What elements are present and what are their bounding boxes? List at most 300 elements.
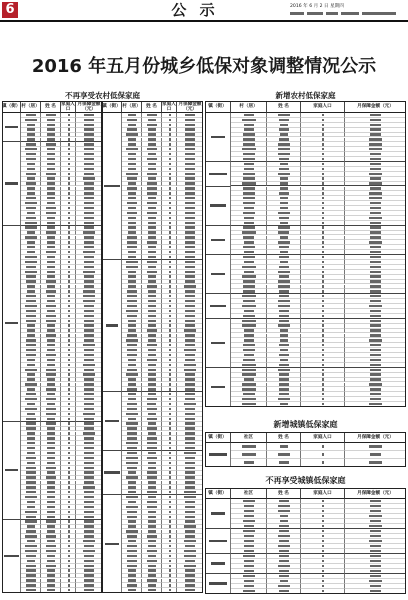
- illegible-text: [68, 589, 70, 591]
- illegible-text: [47, 486, 56, 488]
- illegible-text: [128, 153, 137, 155]
- household-size-cell: [162, 588, 177, 593]
- illegible-text: [128, 285, 137, 287]
- illegible-text: [68, 369, 70, 371]
- illegible-text: [47, 266, 55, 268]
- illegible-text: [322, 520, 324, 522]
- illegible-text: [148, 486, 156, 488]
- illegible-text: [185, 246, 195, 248]
- illegible-text: [322, 349, 324, 351]
- illegible-text: [47, 364, 55, 366]
- illegible-text: [128, 275, 135, 277]
- illegible-text: [185, 324, 195, 326]
- illegible-text: [322, 177, 324, 179]
- illegible-text: [322, 525, 324, 527]
- illegible-text: [211, 136, 225, 138]
- illegible-text: [322, 187, 324, 189]
- illegible-text: [322, 217, 324, 219]
- illegible-text: [169, 540, 171, 542]
- illegible-text: [185, 231, 195, 233]
- illegible-text: [185, 168, 195, 170]
- illegible-text: [243, 300, 254, 302]
- illegible-text: [47, 540, 55, 542]
- illegible-text: [370, 212, 381, 214]
- illegible-text: [322, 168, 324, 170]
- illegible-text: [280, 329, 289, 331]
- illegible-text: [185, 320, 195, 322]
- illegible-text: [147, 560, 157, 562]
- illegible-text: [68, 349, 70, 351]
- illegible-text: [148, 584, 157, 586]
- illegible-text: [185, 530, 195, 532]
- illegible-text: [369, 305, 383, 307]
- illegible-text: [148, 177, 157, 179]
- illegible-text: [25, 256, 37, 258]
- illegible-text: [147, 506, 157, 508]
- illegible-text: [128, 383, 136, 385]
- illegible-text: [169, 163, 171, 165]
- town-cell: [2, 142, 21, 225]
- illegible-text: [322, 246, 324, 248]
- town-cell: [205, 319, 231, 368]
- town-cell: [205, 294, 231, 319]
- illegible-text: [84, 589, 94, 591]
- illegible-text: [169, 329, 171, 331]
- illegible-text: [47, 222, 55, 224]
- illegible-text: [25, 305, 37, 307]
- illegible-text: [243, 212, 256, 214]
- illegible-text: [46, 467, 55, 469]
- column-header: 家庭人口: [301, 488, 345, 499]
- household-size-cell: [301, 402, 345, 407]
- illegible-text: [26, 393, 35, 395]
- illegible-text: [47, 295, 56, 297]
- illegible-text: [243, 197, 256, 199]
- illegible-text: [280, 580, 289, 582]
- illegible-text: [169, 506, 171, 508]
- illegible-text: [370, 505, 381, 507]
- illegible-text: [25, 202, 37, 204]
- illegible-text: [322, 305, 324, 307]
- illegible-text: [279, 168, 289, 170]
- illegible-text: [148, 481, 156, 483]
- illegible-text: [68, 511, 70, 513]
- illegible-text: [185, 256, 195, 258]
- illegible-text: [84, 236, 94, 238]
- illegible-text: [370, 550, 381, 552]
- illegible-text: [370, 163, 381, 165]
- illegible-text: [47, 256, 55, 258]
- household-size-cell: [301, 459, 345, 467]
- illegible-text: [322, 231, 324, 233]
- illegible-text: [369, 339, 383, 341]
- illegible-text: [25, 398, 37, 400]
- illegible-text: [185, 310, 195, 312]
- town-cell: [102, 392, 122, 451]
- illegible-text: [278, 535, 289, 537]
- illegible-text: [169, 280, 171, 282]
- illegible-text: [242, 231, 255, 233]
- illegible-text: [322, 545, 324, 547]
- illegible-text: [68, 334, 70, 336]
- illegible-text: [84, 138, 94, 140]
- illegible-text: [84, 315, 94, 317]
- illegible-text: [46, 535, 56, 537]
- illegible-text: [185, 133, 195, 135]
- illegible-text: [127, 408, 138, 410]
- illegible-text: [147, 442, 156, 444]
- illegible-text: [185, 207, 195, 209]
- illegible-text: [280, 339, 288, 341]
- illegible-text: [169, 339, 171, 341]
- illegible-text: [169, 476, 171, 478]
- illegible-text: [244, 585, 254, 587]
- illegible-text: [369, 192, 383, 194]
- illegible-text: [84, 378, 94, 380]
- illegible-text: [84, 584, 94, 586]
- illegible-text: [25, 236, 37, 238]
- illegible-text: [68, 177, 70, 179]
- illegible-text: [148, 305, 155, 307]
- illegible-text: [322, 153, 324, 155]
- illegible-text: [185, 535, 195, 537]
- illegible-text: [84, 320, 94, 322]
- illegible-text: [169, 584, 171, 586]
- illegible-text: [68, 545, 70, 547]
- illegible-text: [148, 540, 156, 542]
- illegible-text: [148, 354, 157, 356]
- illegible-text: [370, 202, 381, 204]
- illegible-text: [68, 550, 70, 552]
- illegible-text: [84, 501, 94, 503]
- illegible-text: [27, 212, 35, 214]
- illegible-text: [370, 251, 381, 253]
- illegible-text: [128, 393, 137, 395]
- illegible-text: [169, 158, 171, 160]
- illegible-text: [278, 153, 290, 155]
- illegible-text: [169, 486, 171, 488]
- illegible-text: [278, 510, 289, 512]
- illegible-text: [370, 590, 381, 592]
- illegible-text: [280, 261, 289, 263]
- illegible-text: [128, 418, 136, 420]
- illegible-text: [244, 505, 254, 507]
- rural-added-table: [205, 101, 406, 407]
- illegible-text: [68, 354, 70, 356]
- illegible-text: [27, 251, 36, 253]
- illegible-text: [322, 290, 324, 292]
- illegible-text: [169, 305, 171, 307]
- illegible-text: [128, 271, 136, 273]
- illegible-text: [243, 143, 255, 145]
- illegible-text: [169, 569, 171, 571]
- illegible-text: [84, 119, 94, 121]
- illegible-text: [84, 197, 94, 199]
- illegible-text: [243, 359, 255, 361]
- illegible-text: [68, 516, 70, 518]
- illegible-text: [47, 339, 55, 341]
- illegible-text: [244, 540, 254, 542]
- illegible-text: [68, 290, 70, 292]
- illegible-text: [185, 511, 195, 513]
- illegible-text: [370, 535, 381, 537]
- illegible-text: [210, 305, 226, 307]
- illegible-text: [185, 315, 195, 317]
- illegible-text: [126, 261, 137, 263]
- illegible-text: [169, 231, 171, 233]
- illegible-text: [322, 241, 324, 243]
- issue-date: 2016 年 6 月 2 日 星期四: [290, 4, 344, 9]
- illegible-text: [185, 187, 195, 189]
- illegible-text: [148, 310, 155, 312]
- illegible-text: [4, 555, 20, 557]
- illegible-text: [105, 543, 119, 545]
- illegible-text: [26, 589, 37, 591]
- illegible-text: [169, 432, 171, 434]
- illegible-text: [185, 467, 195, 469]
- illegible-text: [322, 324, 324, 326]
- illegible-text: [5, 126, 17, 128]
- town-cell: [205, 574, 231, 594]
- illegible-text: [279, 373, 288, 375]
- illegible-text: [185, 427, 195, 429]
- illegible-text: [169, 261, 171, 263]
- illegible-text: [84, 506, 94, 508]
- illegible-text: [84, 408, 94, 410]
- illegible-text: [68, 192, 70, 194]
- illegible-text: [46, 231, 56, 233]
- illegible-text: [326, 12, 338, 14]
- illegible-text: [185, 153, 195, 155]
- illegible-text: [243, 236, 254, 238]
- amount-cell: [76, 588, 102, 593]
- illegible-text: [46, 369, 56, 371]
- illegible-text: [68, 261, 70, 263]
- illegible-text: [46, 143, 56, 145]
- illegible-text: [279, 530, 289, 532]
- column-header: 月保障金额（元）: [345, 432, 406, 443]
- illegible-text: [68, 496, 70, 498]
- illegible-text: [148, 349, 155, 351]
- illegible-text: [244, 570, 254, 572]
- illegible-text: [84, 467, 94, 469]
- illegible-text: [322, 315, 324, 317]
- illegible-text: [185, 177, 195, 179]
- illegible-text: [83, 251, 96, 253]
- illegible-text: [68, 217, 70, 219]
- illegible-text: [47, 589, 55, 591]
- illegible-text: [244, 261, 254, 263]
- illegible-text: [47, 163, 55, 165]
- illegible-text: [169, 560, 171, 562]
- illegible-text: [370, 168, 381, 170]
- illegible-text: [147, 447, 156, 449]
- illegible-text: [84, 133, 94, 135]
- illegible-text: [68, 187, 70, 189]
- illegible-text: [84, 148, 94, 150]
- illegible-text: [369, 143, 383, 145]
- illegible-text: [185, 579, 195, 581]
- illegible-text: [47, 432, 56, 434]
- illegible-text: [47, 481, 55, 483]
- illegible-text: [26, 422, 35, 424]
- illegible-text: [244, 510, 255, 512]
- illegible-text: [369, 580, 383, 582]
- illegible-text: [244, 168, 253, 170]
- illegible-text: [369, 197, 383, 199]
- illegible-text: [169, 217, 171, 219]
- illegible-text: [126, 530, 137, 532]
- illegible-text: [185, 584, 195, 586]
- illegible-text: [147, 408, 156, 410]
- illegible-text: [169, 383, 171, 385]
- illegible-text: [47, 226, 56, 228]
- illegible-text: [322, 515, 324, 517]
- illegible-text: [84, 369, 94, 371]
- illegible-text: [127, 432, 138, 434]
- illegible-text: [370, 119, 381, 121]
- illegible-text: [279, 590, 288, 592]
- illegible-text: [169, 545, 171, 547]
- illegible-text: [169, 471, 171, 473]
- illegible-text: [47, 192, 55, 194]
- amount-cell: [177, 588, 203, 593]
- illegible-text: [169, 378, 171, 380]
- illegible-text: [184, 452, 197, 454]
- town-cell: [102, 451, 122, 495]
- illegible-text: [68, 427, 70, 429]
- illegible-text: [46, 388, 56, 390]
- illegible-text: [185, 339, 195, 341]
- village-cell: [231, 589, 267, 594]
- column-header: 村（居）: [122, 101, 142, 113]
- illegible-text: [279, 256, 290, 258]
- illegible-text: [148, 565, 156, 567]
- illegible-text: [244, 222, 253, 224]
- illegible-text: [169, 177, 171, 179]
- illegible-text: [26, 300, 37, 302]
- illegible-text: [126, 496, 137, 498]
- column-header: 村（居）: [21, 101, 41, 113]
- column-header: 社区: [231, 432, 267, 443]
- illegible-text: [322, 197, 324, 199]
- illegible-text: [25, 545, 36, 547]
- illegible-text: [243, 349, 255, 351]
- illegible-text: [5, 469, 18, 471]
- illegible-text: [127, 447, 137, 449]
- illegible-text: [209, 173, 227, 175]
- illegible-text: [370, 373, 381, 375]
- illegible-text: [185, 569, 195, 571]
- illegible-text: [244, 580, 254, 582]
- illegible-text: [27, 359, 36, 361]
- illegible-text: [25, 408, 36, 410]
- illegible-text: [84, 383, 94, 385]
- illegible-text: [279, 217, 288, 219]
- illegible-text: [322, 383, 324, 385]
- illegible-text: [278, 148, 289, 150]
- illegible-text: [370, 315, 381, 317]
- illegible-text: [280, 403, 288, 405]
- illegible-text: [185, 432, 195, 434]
- illegible-text: [280, 163, 289, 165]
- illegible-text: [68, 486, 70, 488]
- illegible-text: [322, 590, 324, 592]
- illegible-text: [280, 202, 288, 204]
- illegible-text: [84, 226, 94, 228]
- illegible-text: [106, 324, 119, 326]
- illegible-text: [148, 226, 156, 228]
- illegible-text: [185, 354, 195, 356]
- illegible-text: [84, 256, 94, 258]
- household-size-cell: [301, 589, 345, 594]
- illegible-text: [169, 452, 171, 454]
- illegible-text: [47, 182, 55, 184]
- illegible-text: [26, 217, 36, 219]
- illegible-text: [370, 555, 381, 557]
- illegible-text: [46, 290, 56, 292]
- illegible-text: [47, 329, 56, 331]
- illegible-text: [26, 344, 35, 346]
- illegible-text: [280, 359, 288, 361]
- illegible-text: [370, 266, 381, 268]
- illegible-text: [47, 285, 55, 287]
- illegible-text: [105, 420, 119, 422]
- illegible-text: [242, 266, 255, 268]
- illegible-text: [27, 403, 36, 405]
- illegible-text: [279, 158, 289, 160]
- illegible-text: [148, 315, 157, 317]
- illegible-text: [148, 574, 155, 576]
- illegible-text: [243, 187, 255, 189]
- illegible-text: [244, 114, 253, 116]
- illegible-text: [322, 138, 324, 140]
- illegible-text: [68, 491, 70, 493]
- illegible-text: [68, 383, 70, 385]
- illegible-text: [169, 192, 171, 194]
- illegible-text: [68, 168, 70, 170]
- illegible-text: [322, 373, 324, 375]
- column-header: 镇（街）: [205, 432, 231, 443]
- illegible-text: [25, 271, 37, 273]
- illegible-text: [128, 486, 136, 488]
- illegible-text: [84, 266, 94, 268]
- illegible-text: [126, 173, 138, 175]
- illegible-text: [68, 173, 70, 175]
- illegible-text: [243, 246, 256, 248]
- illegible-text: [27, 231, 36, 233]
- illegible-text: [84, 305, 94, 307]
- illegible-text: [84, 393, 94, 395]
- illegible-text: [127, 437, 137, 439]
- illegible-text: [27, 168, 35, 170]
- illegible-text: [147, 192, 156, 194]
- illegible-text: [278, 369, 290, 371]
- town-cell: [2, 520, 21, 594]
- illegible-text: [27, 501, 35, 503]
- illegible-text: [242, 369, 256, 371]
- illegible-text: [169, 579, 171, 581]
- illegible-text: [84, 128, 94, 130]
- illegible-text: [185, 476, 195, 478]
- illegible-text: [46, 408, 56, 410]
- illegible-text: [185, 501, 195, 503]
- illegible-text: [370, 565, 381, 567]
- illegible-text: [370, 320, 381, 322]
- illegible-text: [322, 550, 324, 552]
- illegible-text: [169, 310, 171, 312]
- illegible-text: [369, 403, 383, 405]
